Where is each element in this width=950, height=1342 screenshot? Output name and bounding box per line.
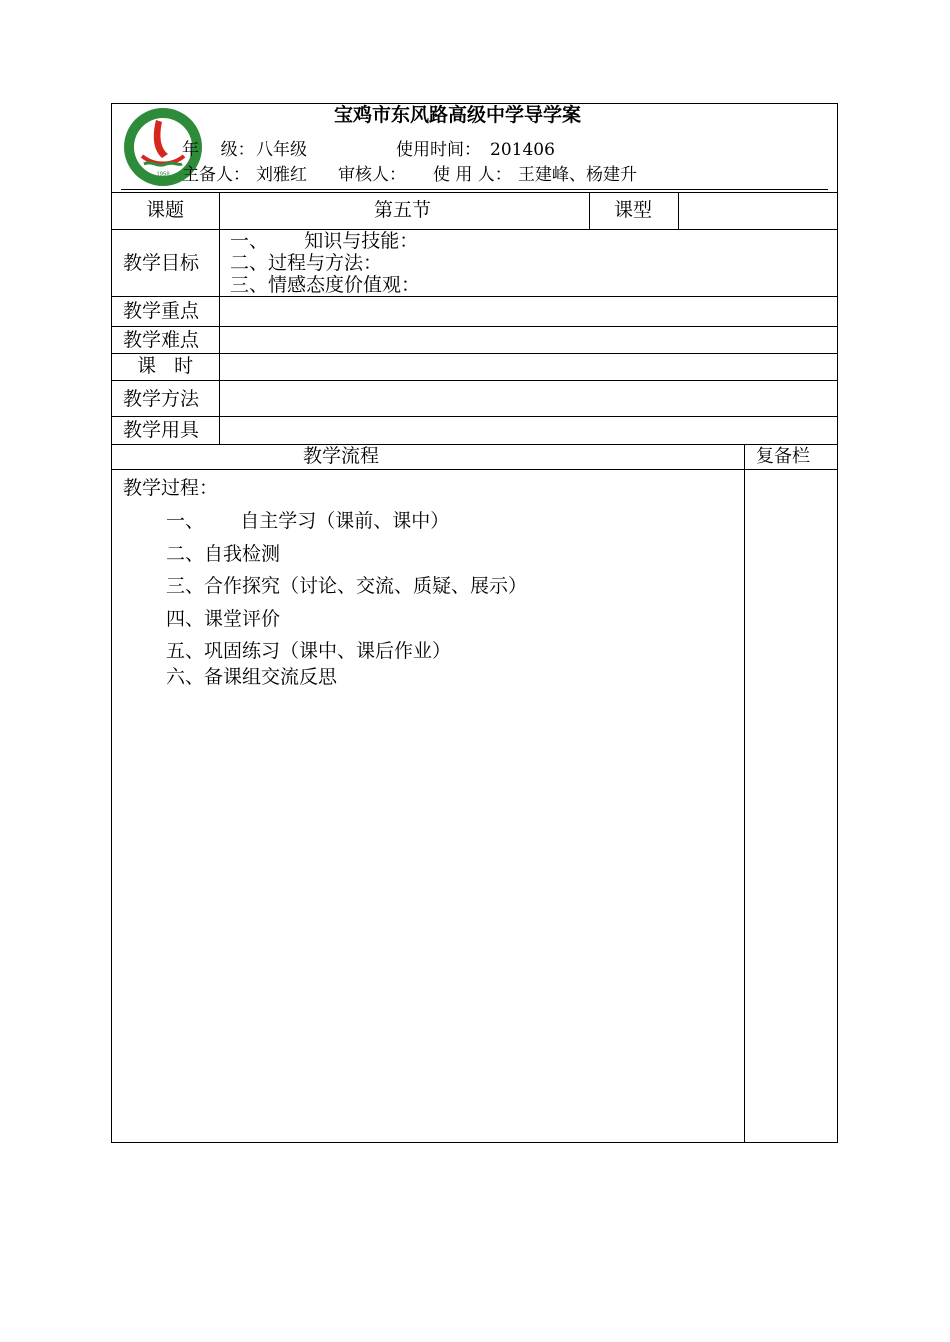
topic-label: 课题 — [146, 199, 185, 221]
row-divider-flow — [111, 444, 838, 445]
process-step: 六、备课组交流反思 — [166, 666, 338, 688]
time-label: 使用时间： — [396, 140, 481, 160]
goal-item: 二、过程与方法： — [230, 252, 383, 274]
goals-label: 教学目标 — [123, 252, 200, 274]
page-title: 宝鸡市东风路高级中学导学案 — [334, 104, 582, 126]
row-divider-topic — [111, 192, 838, 193]
row-divider-method — [111, 380, 838, 381]
reviewer-label: 审核人： — [338, 165, 406, 185]
logo-year: 1958 — [156, 172, 170, 178]
col-divider-review — [744, 444, 745, 1143]
preparer-label: 主备人： — [182, 165, 250, 185]
goal-item: 一、 知识与技能： — [230, 230, 419, 252]
user-value: 王建峰、杨建升 — [518, 165, 637, 185]
process-heading: 教学过程： — [123, 477, 219, 499]
row-divider-process — [111, 469, 838, 470]
goal-item: 三、情感态度价值观： — [230, 274, 421, 296]
review-column-label: 复备栏 — [756, 446, 810, 467]
method-label: 教学方法 — [123, 388, 200, 410]
key-points-label: 教学重点 — [123, 300, 200, 322]
time-value: 201406 — [490, 140, 555, 160]
row-divider-hours — [111, 353, 838, 354]
header-divider — [121, 189, 828, 190]
col-divider-type-right — [678, 192, 679, 229]
preparer-value: 刘雅红 — [256, 165, 307, 185]
grade-value: 八年级 — [256, 140, 307, 160]
process-step: 五、巩固练习（课中、课后作业） — [166, 640, 452, 662]
tools-label: 教学用具 — [123, 419, 200, 441]
process-step: 一、 自主学习（课前、课中） — [166, 510, 450, 532]
row-divider-tools — [111, 416, 838, 417]
row-divider-difficulty — [111, 326, 838, 327]
hours-label: 课 时 — [137, 355, 194, 377]
user-label: 使 用 人： — [433, 165, 512, 185]
grade-label: 年 级： — [182, 140, 255, 160]
process-step: 四、课堂评价 — [166, 608, 281, 630]
process-step: 二、自我检测 — [166, 543, 281, 565]
difficulty-label: 教学难点 — [123, 329, 200, 351]
process-step: 三、合作探究（讨论、交流、质疑、展示） — [166, 575, 528, 597]
col-divider-label — [219, 192, 220, 444]
row-divider-key — [111, 296, 838, 297]
topic-value: 第五节 — [374, 199, 432, 221]
col-divider-type-left — [589, 192, 590, 229]
row-divider-goals — [111, 229, 838, 230]
flow-label: 教学流程 — [303, 445, 380, 467]
type-label: 课型 — [614, 199, 653, 221]
